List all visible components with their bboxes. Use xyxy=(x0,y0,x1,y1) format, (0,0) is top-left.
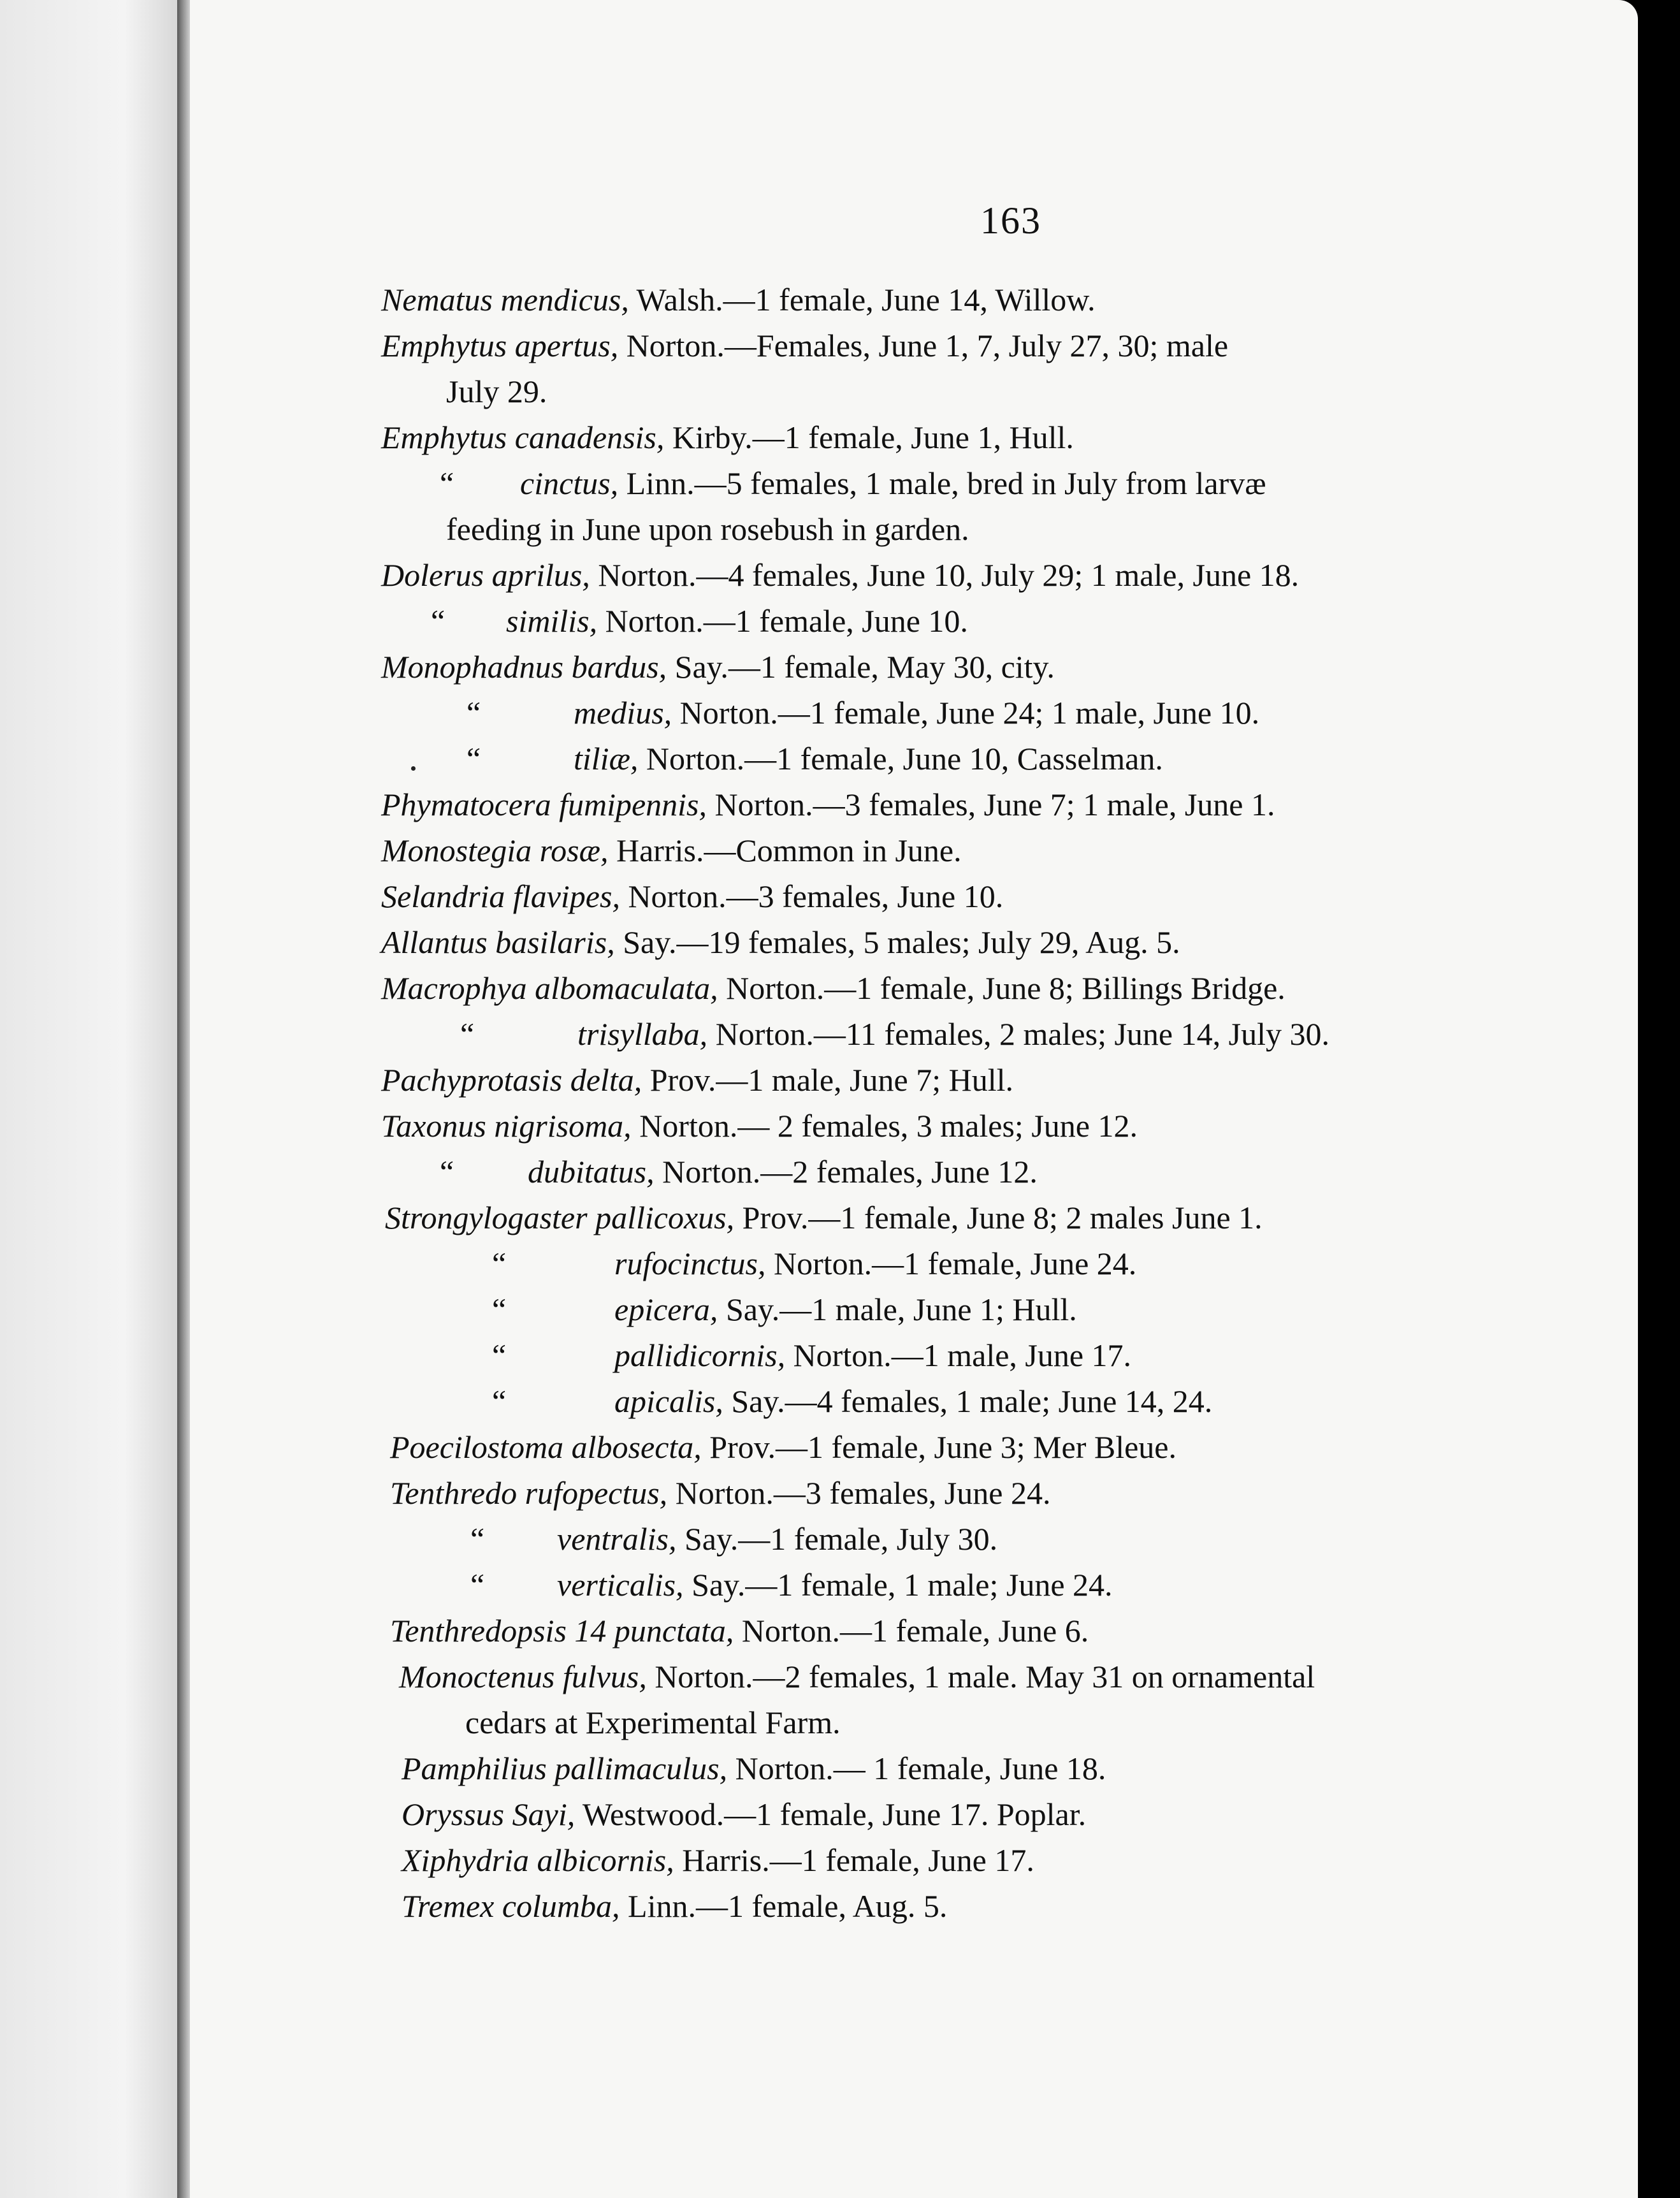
species-name: pallidicornis, xyxy=(614,1337,786,1373)
record-details: Norton.—Females, June 1, 7, July 27, 30; male xyxy=(618,328,1229,363)
list-item xyxy=(390,1428,1177,1466)
record-details: Norton.—1 female, June 24. xyxy=(765,1246,1137,1281)
page-number: 163 xyxy=(980,200,1041,242)
list-item xyxy=(402,1887,947,1925)
species-name: similis, xyxy=(506,603,598,639)
record-details: Norton.—3 females, June 24. xyxy=(667,1475,1051,1511)
record-details: Westwood.—1 female, June 17. Poplar. xyxy=(575,1796,1087,1832)
ditto-mark: “ xyxy=(492,1246,507,1281)
species-name: trisyllaba, xyxy=(577,1016,708,1052)
species-name: Nematus mendicus, xyxy=(381,282,629,317)
ditto-mark: “ xyxy=(470,1521,485,1557)
record-details: Norton.— 2 females, 3 males; June 12. xyxy=(631,1108,1138,1144)
facing-page-edge xyxy=(0,0,177,2198)
species-name: Monoctenus fulvus, xyxy=(399,1659,647,1694)
list-item xyxy=(460,1015,1329,1053)
ditto-mark: “ xyxy=(440,1154,454,1190)
species-name: Phymatocera fumipennis, xyxy=(381,787,707,822)
species-name: verticalis, xyxy=(557,1567,684,1603)
list-item xyxy=(440,1153,1038,1191)
species-name: tiliæ, xyxy=(574,741,639,776)
ditto-mark: “ xyxy=(492,1383,507,1419)
list-item xyxy=(381,831,962,870)
record-details: Norton.—3 females, June 10. xyxy=(619,878,1004,914)
species-name: cinctus, xyxy=(520,465,619,501)
ditto-mark: “ xyxy=(460,1016,475,1052)
record-details: Norton.—11 females, 2 males; June 14, July 30. xyxy=(707,1016,1329,1052)
species-name: ventralis, xyxy=(557,1521,677,1557)
record-details: Harris.—Common in June. xyxy=(608,833,962,868)
record-details: Norton.—2 females, June 12. xyxy=(654,1154,1038,1190)
list-item xyxy=(381,785,1275,824)
species-list xyxy=(190,0,1638,2198)
species-name: Poecilostoma albosecta, xyxy=(390,1429,702,1465)
list-item xyxy=(390,1474,1050,1512)
species-name: Pamphilius pallimaculus, xyxy=(402,1750,728,1786)
species-name: Monostegia rosæ, xyxy=(381,833,609,868)
record-details: Norton.—1 female, June 10. xyxy=(597,603,968,639)
species-name: dubitatus, xyxy=(528,1154,655,1190)
record-details: Linn.—1 female, Aug. 5. xyxy=(619,1888,948,1924)
record-details: Kirby.—1 female, June 1, Hull. xyxy=(664,419,1074,455)
ditto-mark: “ xyxy=(440,465,454,501)
record-details: Prov.—1 female, June 8; 2 males June 1. xyxy=(734,1200,1263,1235)
list-item xyxy=(446,510,969,548)
record-details: Norton.—1 female, June 24; 1 male, June 10. xyxy=(672,695,1260,731)
list-item xyxy=(431,602,968,640)
record-details: Say.—4 females, 1 male; June 14, 24. xyxy=(723,1383,1213,1419)
record-details: Norton.—2 females, 1 male. May 31 on ornamental xyxy=(646,1659,1315,1694)
record-details: Prov.—1 male, June 7; Hull. xyxy=(642,1062,1014,1098)
species-name: Tremex columba, xyxy=(402,1888,620,1924)
species-name: Monophadnus bardus, xyxy=(381,649,667,685)
species-name: Xiphydria albicornis, xyxy=(402,1842,674,1878)
record-details: July 29. xyxy=(446,374,547,409)
record-details: cedars at Experimental Farm. xyxy=(465,1705,841,1740)
list-item xyxy=(385,1198,1263,1237)
list-item xyxy=(467,739,1163,778)
list-item xyxy=(465,1703,841,1742)
list-item xyxy=(402,1795,1086,1833)
list-item xyxy=(470,1566,1113,1604)
record-details: feeding in June upon rosebush in garden. xyxy=(446,511,969,547)
species-name: Strongylogaster pallicoxus, xyxy=(385,1200,735,1235)
list-item xyxy=(446,372,547,411)
species-name: Tenthredo rufopectus, xyxy=(390,1475,668,1511)
record-details: Say.—1 female, July 30. xyxy=(676,1521,998,1557)
species-name: Macrophya albomaculata, xyxy=(381,970,718,1006)
list-item xyxy=(402,1841,1034,1879)
list-item xyxy=(381,280,1096,319)
list-item xyxy=(492,1382,1212,1420)
list-item xyxy=(381,923,1180,961)
scan-speck xyxy=(411,766,416,771)
list-item xyxy=(390,1612,1089,1650)
list-item xyxy=(467,694,1259,732)
list-item xyxy=(381,556,1299,594)
list-item xyxy=(381,969,1285,1007)
species-name: Oryssus Sayi, xyxy=(402,1796,576,1832)
list-item xyxy=(492,1244,1136,1283)
list-item xyxy=(381,1061,1013,1099)
species-name: Emphytus apertus, xyxy=(381,328,619,363)
ditto-mark: “ xyxy=(492,1292,507,1327)
record-details: Harris.—1 female, June 17. xyxy=(674,1842,1034,1878)
record-details: Prov.—1 female, June 3; Mer Bleue. xyxy=(701,1429,1177,1465)
list-item xyxy=(381,326,1228,365)
species-name: Pachyprotasis delta, xyxy=(381,1062,642,1098)
list-item xyxy=(492,1290,1077,1328)
record-details: Linn.—5 females, 1 male, bred in July from larvæ xyxy=(618,465,1266,501)
record-details: Say.—1 female, May 30, city. xyxy=(667,649,1055,685)
record-details: Norton.—1 male, June 17. xyxy=(785,1337,1132,1373)
record-details: Norton.—1 female, June 10, Casselman. xyxy=(638,741,1163,776)
record-details: Norton.—4 females, June 10, July 29; 1 male, June 18. xyxy=(590,557,1300,593)
ditto-mark: “ xyxy=(492,1337,507,1373)
species-name: Taxonus nigrisoma, xyxy=(381,1108,632,1144)
record-details: Norton.—1 female, June 6. xyxy=(734,1613,1089,1648)
list-item xyxy=(381,877,1003,915)
species-name: apicalis, xyxy=(614,1383,723,1419)
list-item xyxy=(470,1520,997,1558)
record-details: Norton.— 1 female, June 18. xyxy=(727,1750,1106,1786)
record-details: Say.—19 females, 5 males; July 29, Aug. 5. xyxy=(614,924,1180,960)
record-details: Norton.—3 females, June 7; 1 male, June 1. xyxy=(707,787,1275,822)
record-details: Say.—1 female, 1 male; June 24. xyxy=(683,1567,1113,1603)
species-name: Allantus basilaris, xyxy=(381,924,615,960)
list-item xyxy=(381,648,1055,686)
ditto-mark: “ xyxy=(467,695,481,731)
species-name: medius, xyxy=(574,695,672,731)
list-item xyxy=(492,1336,1131,1374)
species-name: rufocinctus, xyxy=(614,1246,766,1281)
list-item xyxy=(399,1657,1315,1696)
list-item xyxy=(381,1107,1138,1145)
species-name: Dolerus aprilus, xyxy=(381,557,590,593)
species-name: Selandria flavipes, xyxy=(381,878,620,914)
ditto-mark: “ xyxy=(467,741,481,776)
species-name: Tenthredopsis 14 punctata, xyxy=(390,1613,734,1648)
record-details: Say.—1 male, June 1; Hull. xyxy=(718,1292,1077,1327)
record-details: Walsh.—1 female, June 14, Willow. xyxy=(628,282,1096,317)
book-gutter xyxy=(177,0,190,2198)
species-name: epicera, xyxy=(614,1292,718,1327)
list-item xyxy=(381,418,1074,456)
list-item xyxy=(402,1749,1106,1787)
ditto-mark: “ xyxy=(431,603,445,639)
ditto-mark: “ xyxy=(470,1567,485,1603)
species-name: Emphytus canadensis, xyxy=(381,419,665,455)
record-details: Norton.—1 female, June 8; Billings Bridge. xyxy=(718,970,1285,1006)
list-item xyxy=(440,464,1266,502)
document-page xyxy=(190,0,1638,2198)
